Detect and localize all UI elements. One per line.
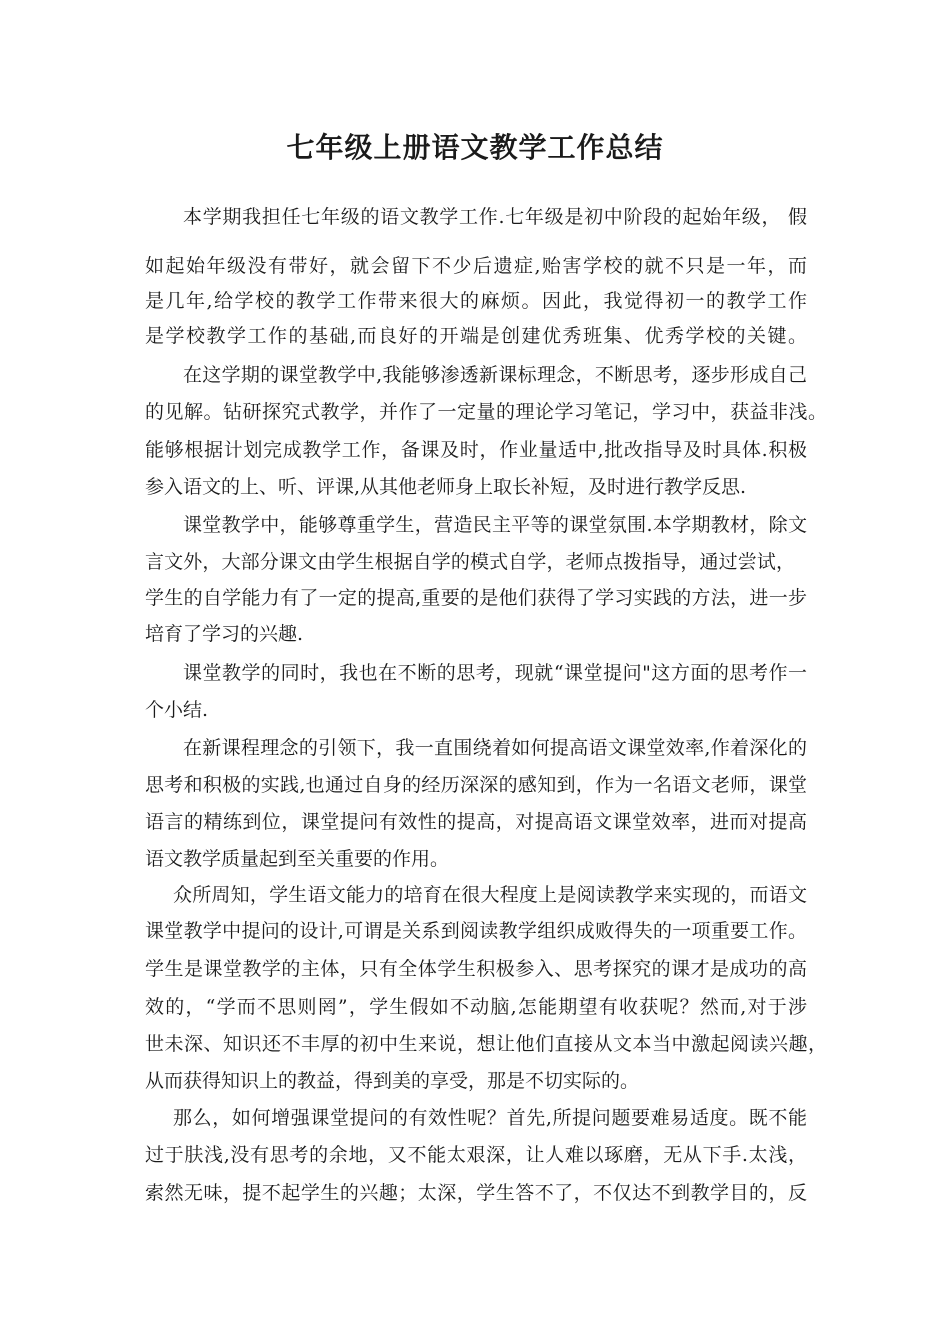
text-line: 言文外，大部分课文由学生根据自学的模式自学，老师点拨指导，通过尝试， [145,551,795,573]
text-line: 如起始年级没有带好，就会留下不少后遗症,贻害学校的就不只是一年，而 [145,255,807,277]
text-line: 众所周知，学生语文能力的培育在很大程度上是阅读教学来实现的，而语文 [173,884,807,906]
text-line: 培育了学习的兴趣. [145,623,304,645]
text-line: 在这学期的课堂教学中,我能够渗透新课标理念，不断思考，逐步形成自己 [183,364,807,386]
text-line: 课堂教学中，能够尊重学生，营造民主平等的课堂氛围.本学期教材，除文 [183,514,807,536]
text-line: 从而获得知识上的教益，得到美的享受，那是不切实际的。 [145,1070,640,1092]
text-line: 是几年,给学校的教学工作带来很大的麻烦。因此，我觉得初一的教学工作 [145,290,807,312]
text-line: 在新课程理念的引领下，我一直围绕着如何提高语文课堂效率,作着深化的 [183,737,807,759]
text-line: 是学校教学工作的基础,而良好的开端是创建优秀班集、优秀学校的关键。 [145,325,807,347]
document-title: 七年级上册语文教学工作总结 [286,131,664,164]
text-line: 语言的精练到位，课堂提问有效性的提高，对提高语文课堂效率，进而对提高 [145,811,807,833]
text-line: 本学期我担任七年级的语文教学工作.七年级是初中阶段的起始年级， 假 [183,206,807,228]
text-line: 过于肤浅,没有思考的余地，又不能太艰深，让人难以琢磨，无从下手.太浅， [145,1144,807,1166]
text-line: 思考和积极的实践,也通过自身的经历深深的感知到，作为一名语文老师，课堂 [145,774,807,796]
text-line: 课堂教学的同时，我也在不断的思考，现就“课堂提问"这方面的思考作一 [183,662,807,684]
text-line: 索然无味，提不起学生的兴趣；太深，学生答不了，不仅达不到教学目的，反 [145,1182,807,1204]
text-line: 语文教学质量起到至关重要的作用。 [145,848,450,870]
text-line: 能够根据计划完成教学工作，备课及时，作业量适中,批改指导及时具体.积极 [145,439,807,461]
text-line: 学生是课堂教学的主体，只有全体学生积极参入、思考探究的课才是成功的高 [145,958,807,980]
text-line: 学生的自学能力有了一定的提高,重要的是他们获得了学习实践的方法，进一步 [145,587,807,609]
text-line: 那么，如何增强课堂提问的有效性呢？首先,所提问题要难易适度。既不能 [173,1107,807,1129]
text-line: 的见解。钻研探究式教学，并作了一定量的理论学习笔记，学习中，获益非浅。 [145,401,827,423]
text-line: 个小结. [145,699,209,721]
text-line: 课堂教学中提问的设计,可谓是关系到阅读教学组织成败得失的一项重要工作。 [145,920,807,942]
text-line: 参入语文的上、听、评课,从其他老师身上取长补短，及时进行教学反思. [145,476,747,498]
text-line: 世未深、知识还不丰厚的初中生来说，想让他们直接从文本当中激起阅读兴趣， [145,1033,827,1055]
text-line: 效的，“学而不思则罔”，学生假如不动脑,怎能期望有收获呢？然而,对于涉 [145,996,807,1018]
